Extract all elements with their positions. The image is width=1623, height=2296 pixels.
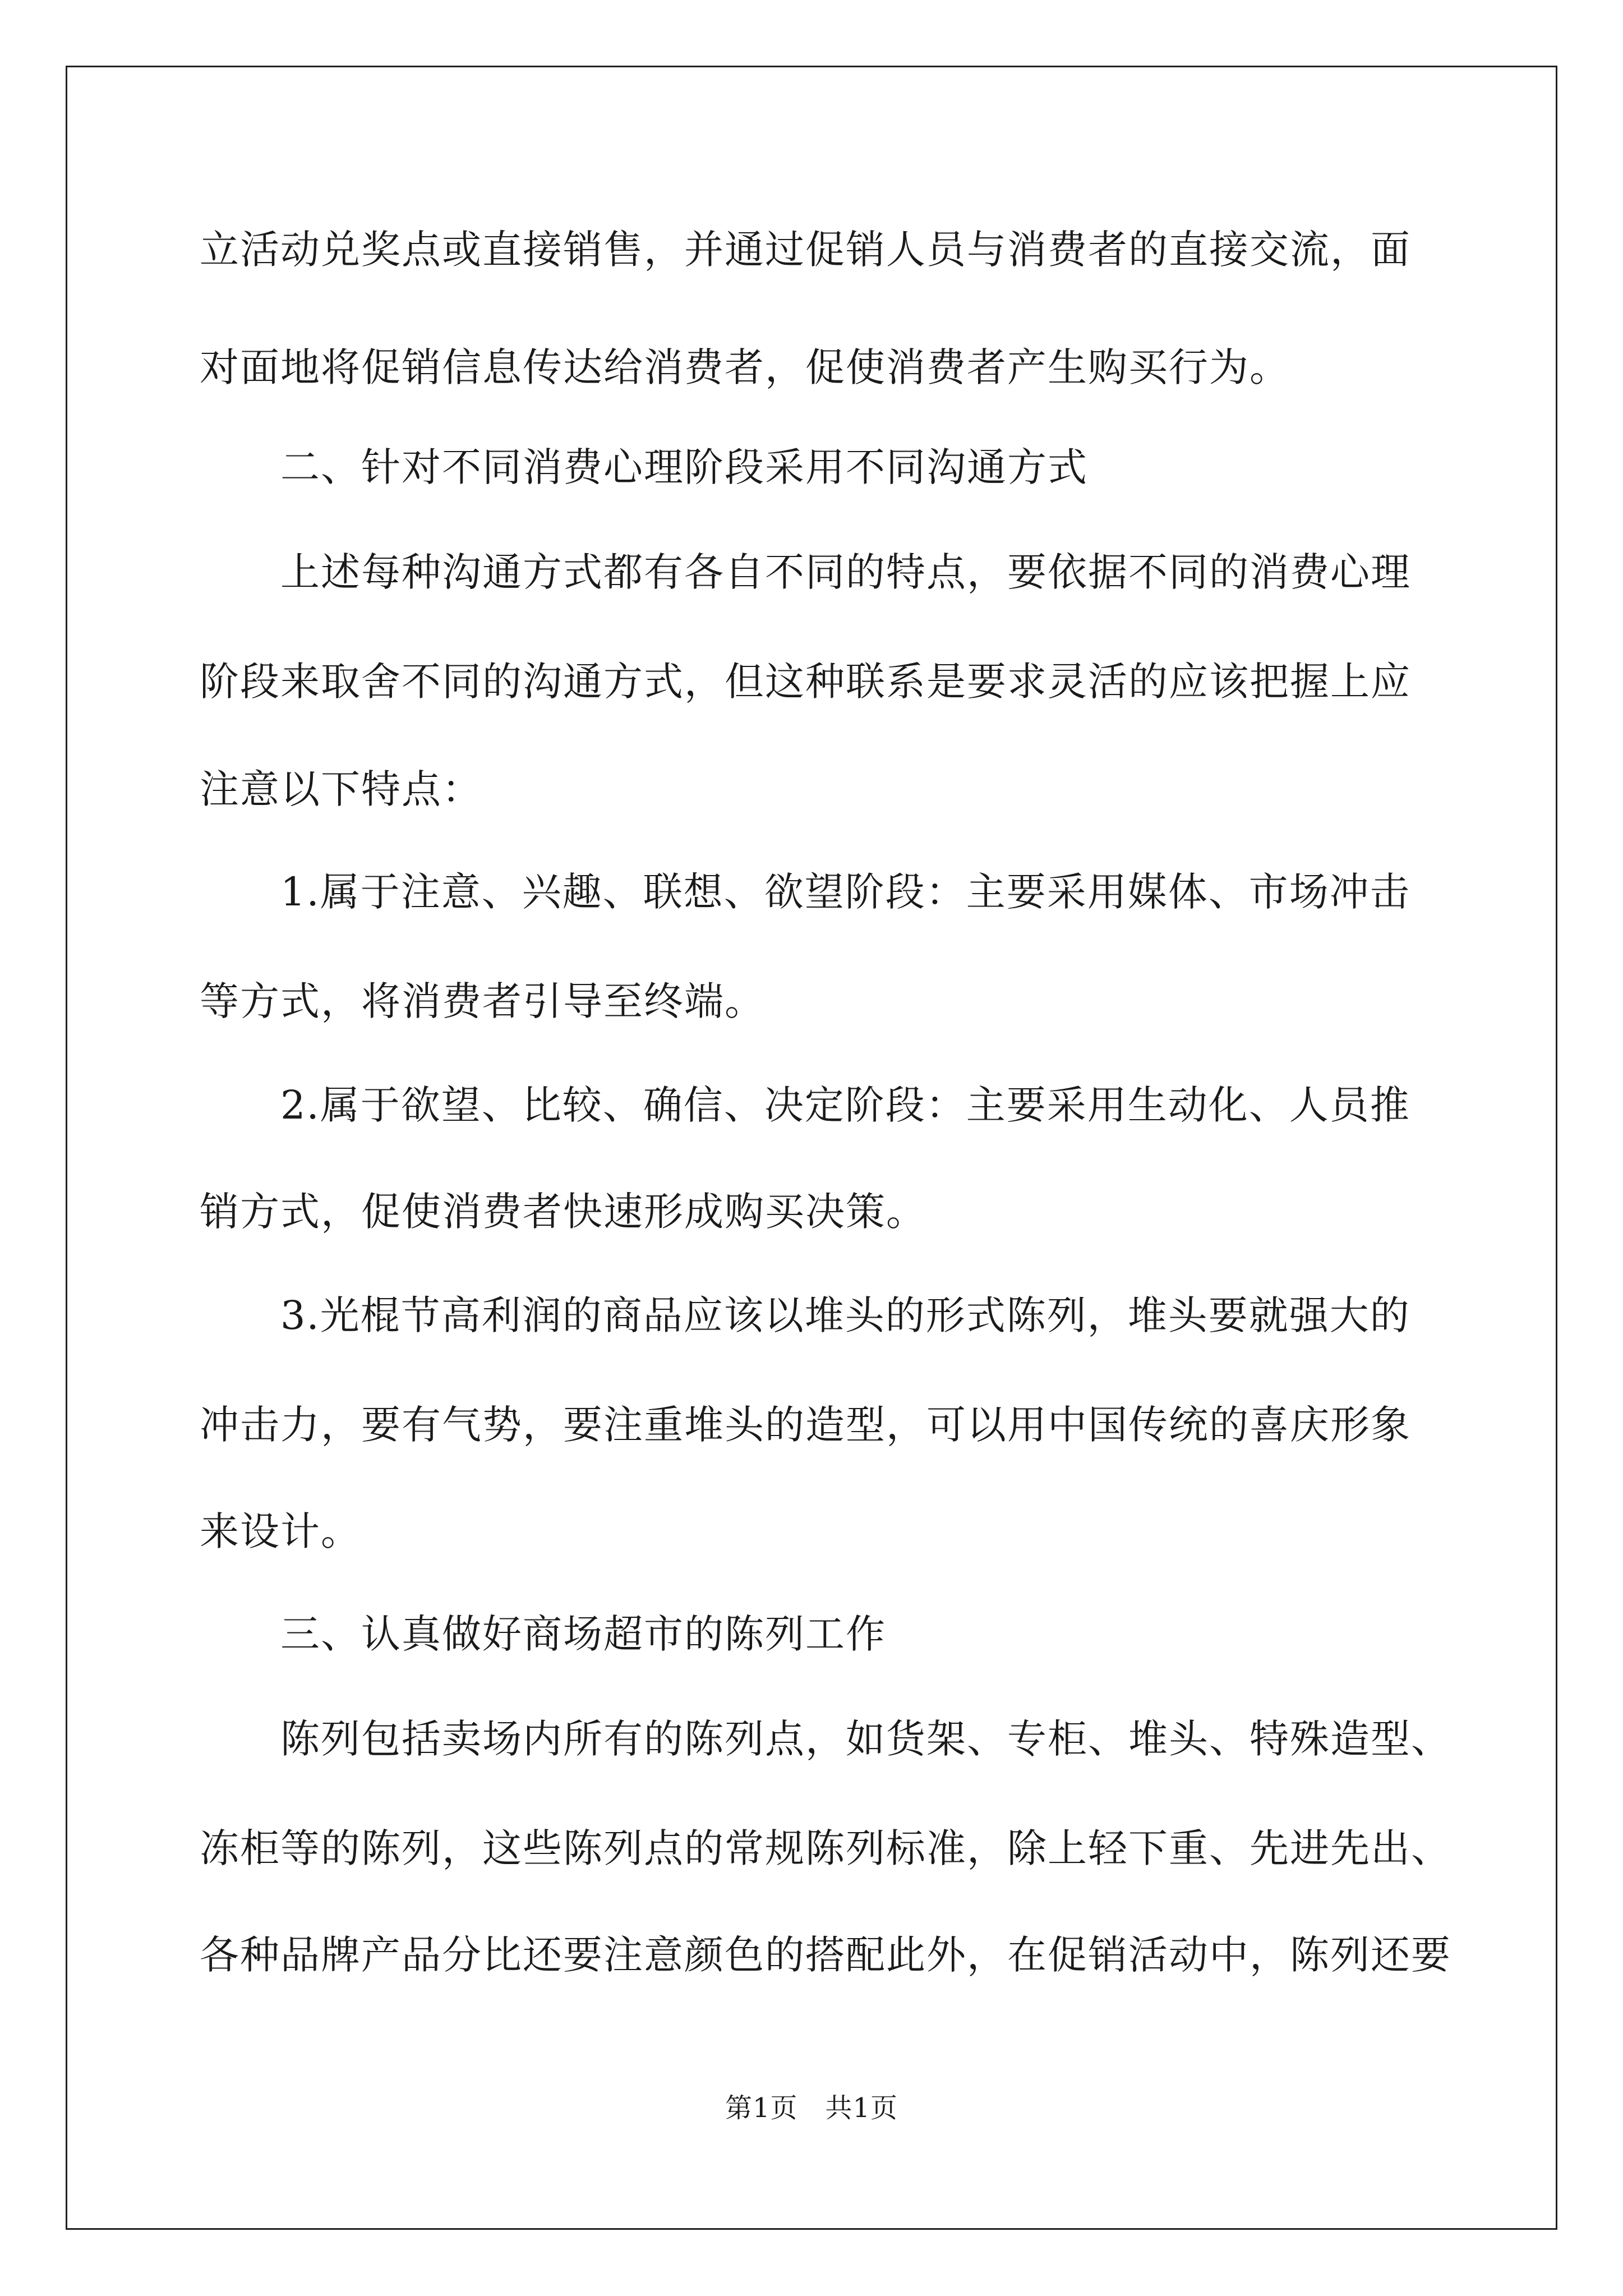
text-line: 各种品牌产品分比还要注意颜色的搭配此外，在促销活动中，陈列还要 bbox=[200, 1932, 1451, 1978]
section-heading: 三、认真做好商场超市的陈列工作 bbox=[280, 1611, 886, 1657]
text-line: 销方式，促使消费者快速形成购买决策。 bbox=[200, 1189, 926, 1235]
text-line: 冲击力，要有气势，要注重堆头的造型，可以用中国传统的喜庆形象 bbox=[200, 1402, 1411, 1448]
page-number-footer: 第1页 共1页 bbox=[725, 2092, 898, 2124]
text-line: 陈列包括卖场内所有的陈列点，如货架、专柜、堆头、特殊造型、 bbox=[280, 1716, 1451, 1762]
text-line: 对面地将促销信息传达给消费者，促使消费者产生购买行为。 bbox=[200, 344, 1290, 390]
text-line: 等方式，将消费者引导至终端。 bbox=[200, 978, 765, 1024]
text-line: 上述每种沟通方式都有各自不同的特点，要依据不同的消费心理 bbox=[280, 549, 1411, 595]
text-line: 来设计。 bbox=[200, 1508, 361, 1554]
list-item-line: 3.光棍节高利润的商品应该以堆头的形式陈列，堆头要就强大的 bbox=[280, 1292, 1410, 1338]
text-line: 阶段来取舍不同的沟通方式，但这种联系是要求灵活的应该把握上应 bbox=[200, 659, 1411, 705]
list-item-line: 2.属于欲望、比较、确信、决定阶段：主要采用生动化、人员推 bbox=[280, 1082, 1410, 1128]
text-line: 立活动兑奖点或直接销售，并通过促销人员与消费者的直接交流，面 bbox=[200, 227, 1411, 273]
list-item-line: 1.属于注意、兴趣、联想、欲望阶段：主要采用媒体、市场冲击 bbox=[280, 869, 1410, 915]
text-line: 冻柜等的陈列，这些陈列点的常规陈列标准，除上轻下重、先进先出、 bbox=[200, 1825, 1451, 1871]
section-heading: 二、针对不同消费心理阶段采用不同沟通方式 bbox=[280, 444, 1088, 490]
text-line: 注意以下特点： bbox=[200, 766, 482, 812]
